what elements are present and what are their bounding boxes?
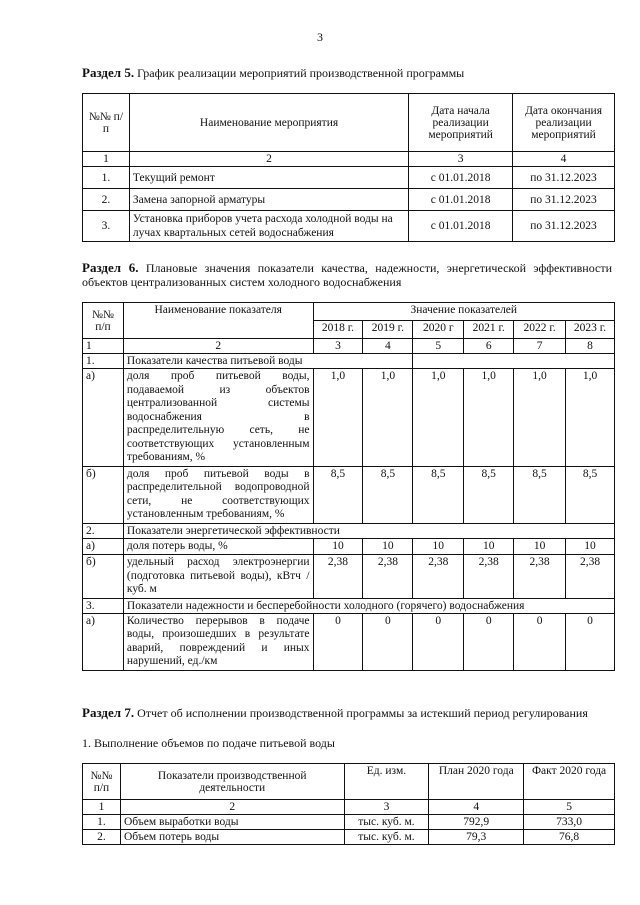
group-num: 3.: [83, 598, 124, 613]
group-row: [83, 598, 615, 613]
indicator-name: доля потерь воды, %: [123, 538, 313, 555]
header-values: Значение показателей: [313, 303, 614, 321]
value-cell: 0: [566, 613, 615, 670]
row-unit: тыс. куб. м.: [344, 815, 429, 830]
section5-table: [82, 93, 615, 242]
row-num: 2.: [83, 830, 121, 845]
table-row: [83, 189, 615, 211]
group-row: [83, 523, 615, 538]
row-name: Текущий ремонт: [129, 167, 408, 189]
header-end: Дата окончания реализации мероприятий: [513, 94, 615, 152]
section7-subtitle: 1. Выполнение объемов по подаче питьевой воды: [82, 736, 335, 750]
section6-title: Плановые значения показатели качества, надежности, энергетической эффективности объектов централизованных систем холодного водоснабжения: [82, 261, 613, 289]
value-cell: 10: [413, 538, 464, 555]
value-cell: 2,38: [514, 555, 566, 599]
value-cell: 10: [464, 538, 514, 555]
year-cell: 2021 г.: [464, 321, 514, 339]
value-cell: 1,0: [514, 369, 566, 467]
table-row: [83, 211, 615, 242]
group-title: Показатели энергетической эффективности: [123, 523, 614, 538]
header-plan: План 2020 года: [429, 764, 524, 800]
value-cell: 0: [413, 613, 464, 670]
value-cell: 8,5: [413, 466, 464, 523]
value-cell: 1,0: [363, 369, 413, 467]
row-num: б): [83, 466, 124, 523]
row-indicator: Объем выработки воды: [120, 815, 344, 830]
value-cell: 0: [363, 613, 413, 670]
value-cell: 1,0: [413, 369, 464, 467]
header-name: Наименование показателя: [123, 303, 313, 339]
group-title: Показатели качества питьевой воды: [123, 354, 412, 369]
value-cell: 2,38: [363, 555, 413, 599]
index-cell: 4: [363, 339, 413, 354]
header-num: №№ п/п: [83, 303, 124, 339]
table-row: [83, 538, 615, 555]
row-num: а): [83, 369, 124, 467]
index-cell: 3: [344, 800, 429, 815]
index-row: [83, 339, 615, 354]
table-header-row: [83, 94, 615, 152]
index-cell: 5: [524, 800, 615, 815]
table-row: [83, 167, 615, 189]
table-row: [83, 369, 615, 467]
header-num: №№ п/п: [83, 764, 121, 800]
year-cell: 2018 г.: [313, 321, 363, 339]
index-cell: 2: [129, 152, 408, 167]
table-row: [83, 815, 615, 830]
table-header-row: [83, 303, 615, 321]
value-cell: 8,5: [313, 466, 363, 523]
value-cell: 10: [566, 538, 615, 555]
group-title: Показатели надежности и бесперебойности холодного (горячего) водоснабжения: [123, 598, 614, 613]
row-num: 3.: [83, 211, 130, 242]
row-num: 1.: [83, 815, 121, 830]
group-num: 2.: [83, 523, 124, 538]
index-cell: 1: [83, 152, 130, 167]
section7-label: Раздел 7.: [82, 705, 135, 720]
row-fact: 76,8: [524, 830, 615, 845]
index-row: [83, 152, 615, 167]
year-cell: 2020 г: [413, 321, 464, 339]
row-unit: тыс. куб. м.: [344, 830, 429, 845]
row-start: с 01.01.2018: [409, 167, 513, 189]
row-start: с 01.01.2018: [409, 189, 513, 211]
value-cell: 2,38: [413, 555, 464, 599]
row-num: б): [83, 555, 124, 599]
section6-label: Раздел 6.: [82, 260, 139, 275]
index-cell: 3: [409, 152, 513, 167]
value-cell: 10: [313, 538, 363, 555]
value-cell: 0: [514, 613, 566, 670]
table-row: [83, 830, 615, 845]
value-cell: 8,5: [464, 466, 514, 523]
year-cell: 2022 г.: [514, 321, 566, 339]
index-cell: 8: [566, 339, 615, 354]
value-cell: 10: [514, 538, 566, 555]
page-number: 3: [317, 30, 323, 44]
section6-heading: [82, 261, 612, 289]
section7-table: [82, 763, 615, 845]
row-start: с 01.01.2018: [409, 211, 513, 242]
index-cell: 3: [313, 339, 363, 354]
index-row: [83, 800, 615, 815]
header-unit: Ед. изм.: [344, 764, 429, 800]
value-cell: 2,38: [313, 555, 363, 599]
value-cell: 1,0: [464, 369, 514, 467]
section5-title: График реализации мероприятий производственной программы: [137, 66, 465, 80]
index-cell: 6: [464, 339, 514, 354]
year-cell: 2023 г.: [566, 321, 615, 339]
value-cell: 10: [363, 538, 413, 555]
row-plan: 792,9: [429, 815, 524, 830]
indicator-name: Количество перерывов в подаче воды, произошедших в результате аварий, повреждений и иных нарушений, ед./км: [123, 613, 313, 670]
index-cell: 4: [429, 800, 524, 815]
index-cell: 1: [83, 800, 121, 815]
section7-title: Отчет об исполнении производственной программы за истекший период регулирования: [137, 706, 588, 720]
row-end: по 31.12.2023: [513, 189, 615, 211]
row-plan: 79,3: [429, 830, 524, 845]
row-end: по 31.12.2023: [513, 211, 615, 242]
group-row: [83, 354, 615, 369]
group-empty: [413, 354, 615, 369]
section5-label: Раздел 5.: [82, 65, 135, 80]
table-header-row: [83, 764, 615, 800]
section6-table: [82, 302, 615, 671]
section7-heading: [82, 706, 588, 720]
row-num: а): [83, 538, 124, 555]
value-cell: 8,5: [566, 466, 615, 523]
header-name: Наименование мероприятия: [129, 94, 408, 152]
row-num: 2.: [83, 189, 130, 211]
table-row: [83, 555, 615, 599]
value-cell: 8,5: [363, 466, 413, 523]
table-row: [83, 613, 615, 670]
header-num: №№ п/п: [83, 94, 130, 152]
index-cell: 5: [413, 339, 464, 354]
row-name: Установка приборов учета расхода холодной воды на лучах квартальных сетей водоснабжения: [129, 211, 408, 242]
index-cell: 7: [514, 339, 566, 354]
row-num: а): [83, 613, 124, 670]
header-indicator: Показатели производственной деятельности: [120, 764, 344, 800]
index-cell: 1: [83, 339, 124, 354]
value-cell: 0: [464, 613, 514, 670]
indicator-name: удельный расход электроэнергии (подготовка питьевой воды), кВтч / куб. м: [123, 555, 313, 599]
year-cell: 2019 г.: [363, 321, 413, 339]
row-fact: 733,0: [524, 815, 615, 830]
row-name: Замена запорной арматуры: [129, 189, 408, 211]
table-row: [83, 466, 615, 523]
row-end: по 31.12.2023: [513, 167, 615, 189]
index-cell: 2: [120, 800, 344, 815]
value-cell: 1,0: [566, 369, 615, 467]
group-num: 1.: [83, 354, 124, 369]
value-cell: 1,0: [313, 369, 363, 467]
value-cell: 0: [313, 613, 363, 670]
index-cell: 2: [123, 339, 313, 354]
indicator-name: доля проб питьевой воды, подаваемой из объектов централизованной системы водоснабжения в распределительную сеть, не соответствующих установленным требованиям, %: [123, 369, 313, 467]
section5-heading: [82, 66, 464, 80]
row-indicator: Объем потерь воды: [120, 830, 344, 845]
indicator-name: доля проб питьевой воды в распределительной водопроводной сети, не соответствующих установленным требованиям, %: [123, 466, 313, 523]
row-num: 1.: [83, 167, 130, 189]
value-cell: 2,38: [566, 555, 615, 599]
index-cell: 4: [513, 152, 615, 167]
value-cell: 8,5: [514, 466, 566, 523]
header-fact: Факт 2020 года: [524, 764, 615, 800]
value-cell: 2,38: [464, 555, 514, 599]
header-start: Дата начала реализации мероприятий: [409, 94, 513, 152]
